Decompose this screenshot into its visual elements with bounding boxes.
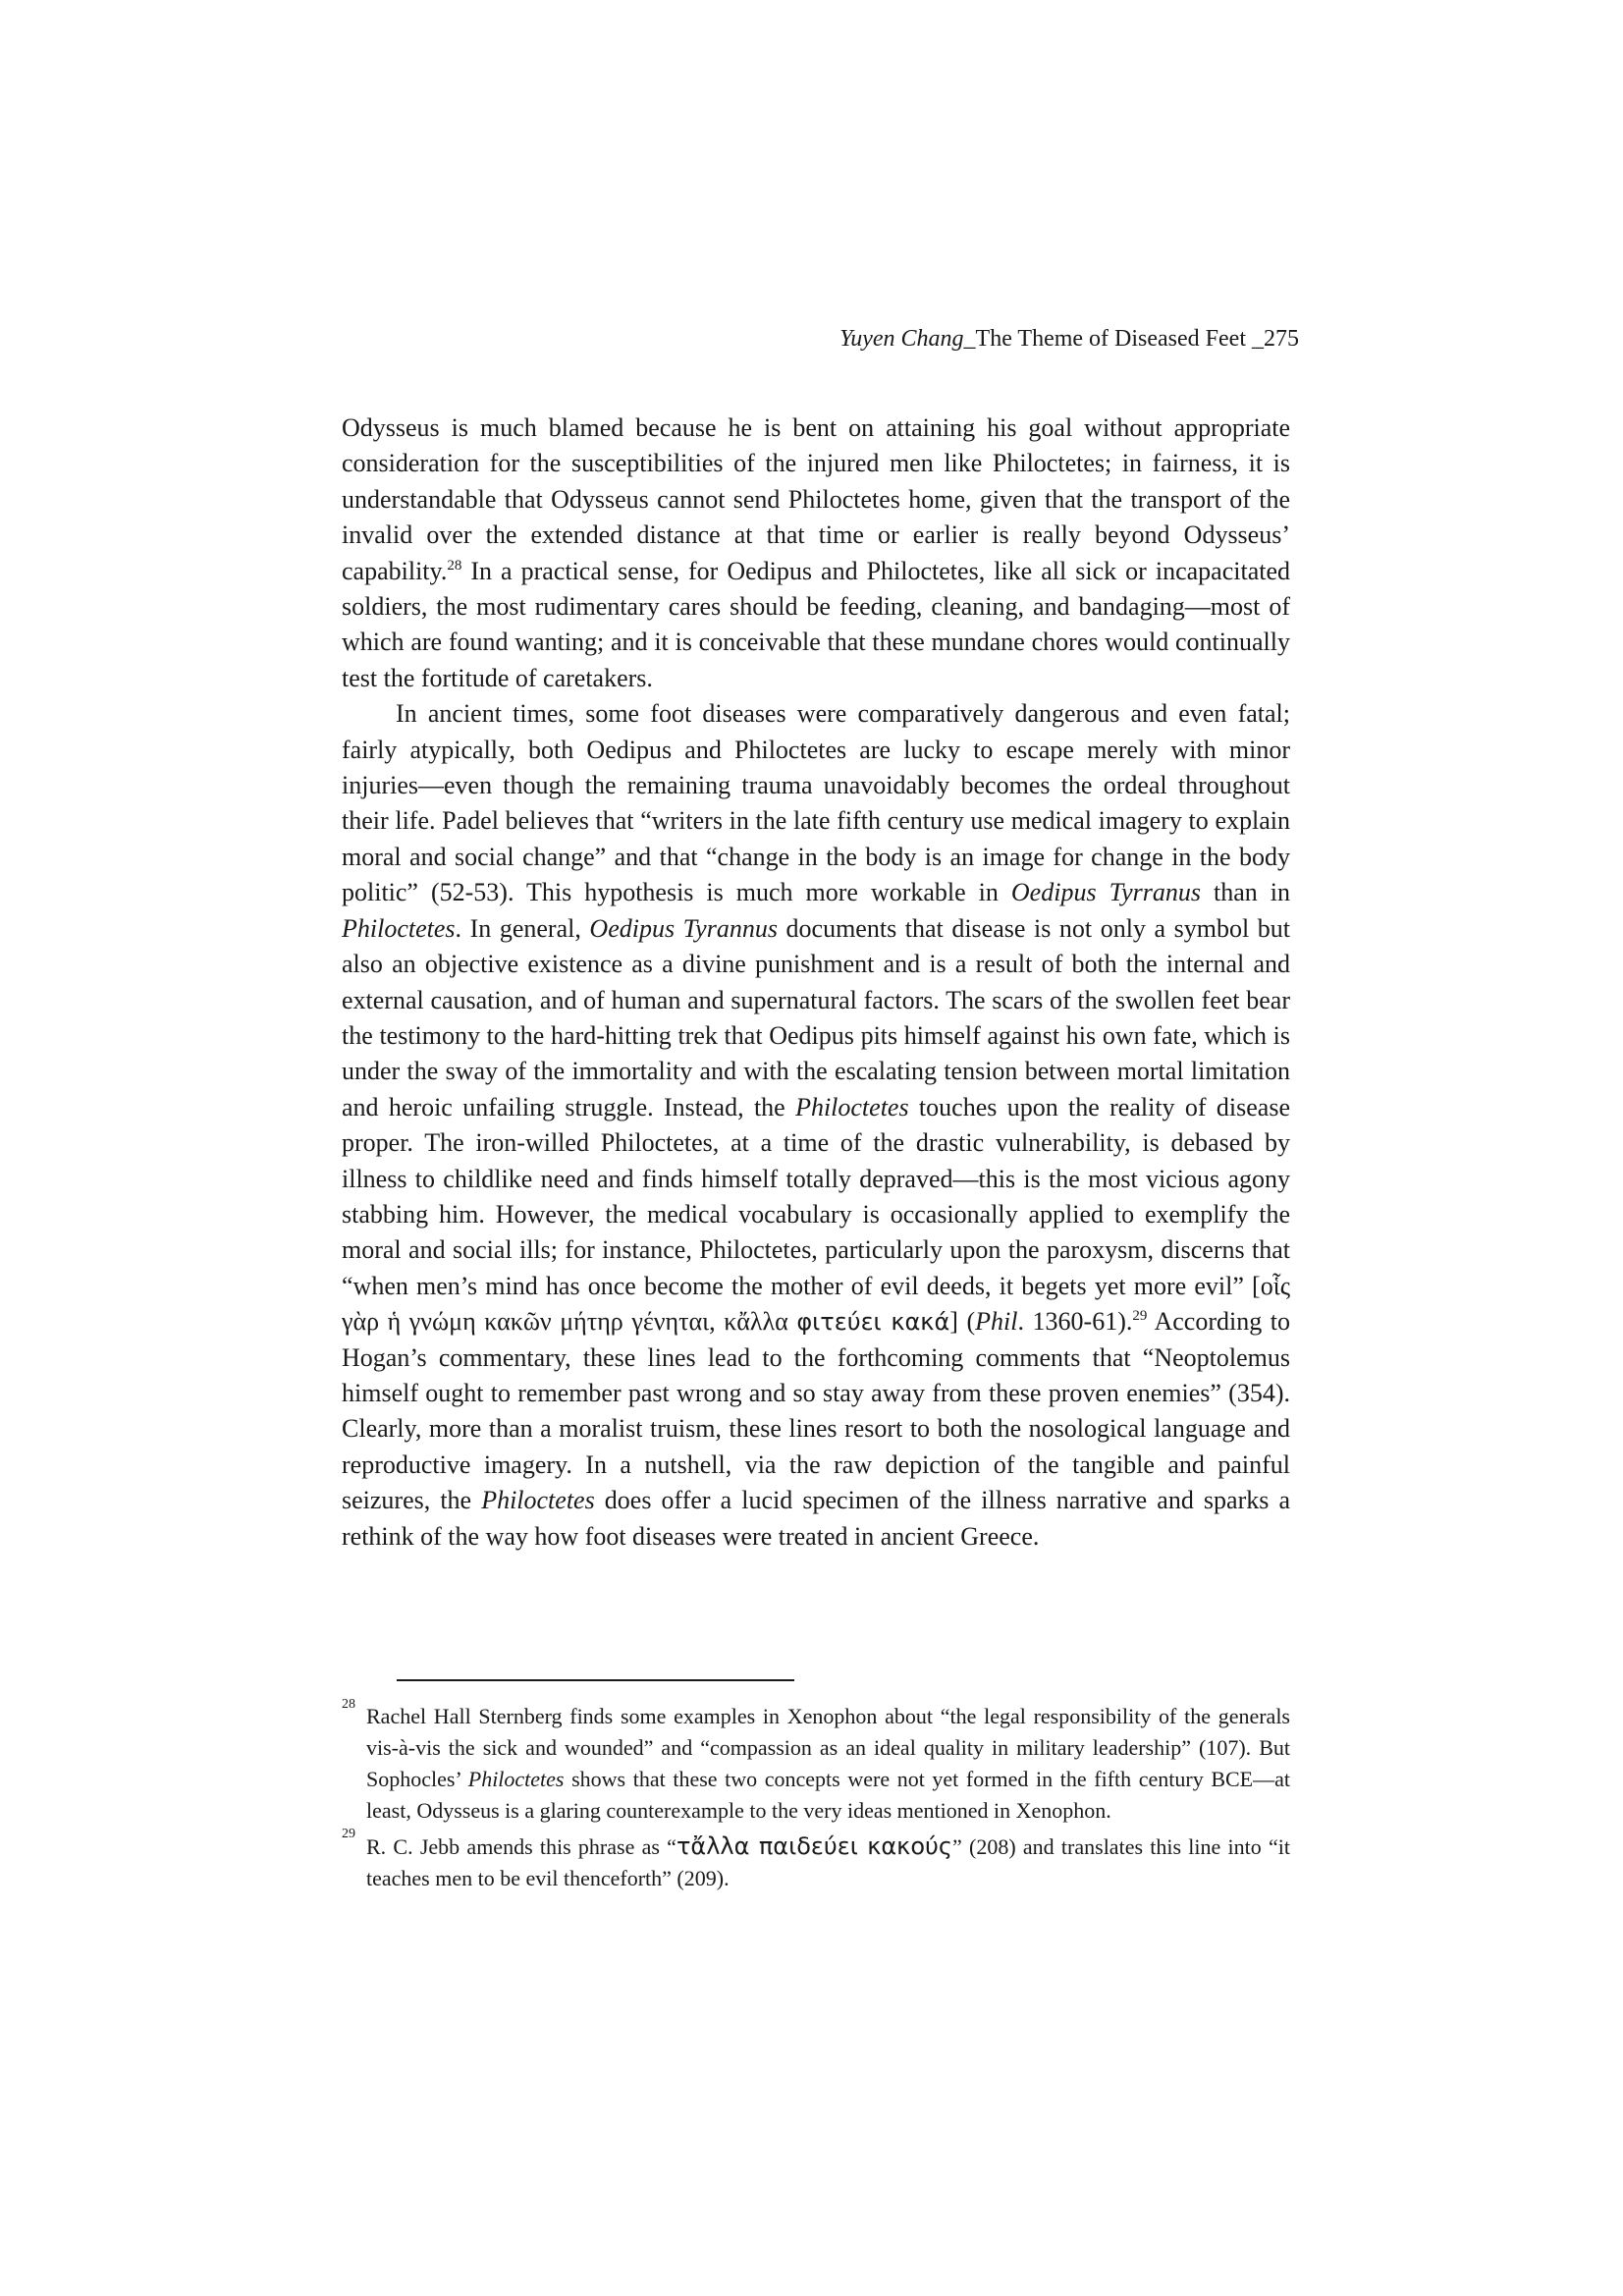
footnote-29 [342, 1827, 1291, 1894]
title-philoctetes: Philoctetes [342, 913, 456, 943]
paragraph-2-text-b: than in [1201, 878, 1290, 907]
footnote-text [366, 1701, 1290, 1827]
title-philoctetes-3: Philoctetes [481, 1486, 595, 1515]
paragraph-2-text-d: documents that disease is not only a symbol but also an objective existence as a divine punishment and is a result of both the internal and external causation, and of human and supernatural factors. The scars of the swollen feet bear the testimony to the hard-hitting trek that Oedipus pits himself against his own fate, which is under the sway of the immortality and with the escalating tension between mortal limitation and heroic unfailing struggle. Instead, the [342, 913, 1290, 1121]
footnote-number: 28 [342, 1697, 355, 1712]
running-head-author: Yuyen Chang [839, 326, 964, 352]
footnotes [342, 1697, 1291, 1898]
paragraph-2-text-g: . 1360-61). [1017, 1307, 1133, 1337]
greek-quote: φιτεύει κακά [796, 1308, 950, 1337]
paragraph-1-text-b: In a practical sense, for Oedipus and Philoctetes, like all sick or incapacitated soldiers, the most rudimentary cares should be feeding, cleaning, and bandaging—most of which are found wanting; and it is conceivable that these mundane chores would continually test the fortitude of caretakers. [342, 556, 1290, 692]
paragraph-2-text-f: ] ( [949, 1307, 976, 1337]
paragraph-2-text-c: . In general, [455, 913, 590, 943]
footnote-28-title: Philoctetes [467, 1767, 565, 1791]
paragraph-2 [342, 696, 1290, 1555]
footnote-text [366, 1831, 1290, 1894]
paragraph-2-text-h: According to Hogan’s commentary, these lines lead to the forthcoming comments that “Neoptolemus himself ought to remember past wrong and so stay away from these proven enemies” (354). Clearly, more than a moralist truism, these lines resort to both the nosological language and reproductive imagery. In a nutshell, via the raw depiction of the tangible and painful seizures, the [342, 1307, 1290, 1515]
paragraph-1 [342, 410, 1290, 696]
abbrev-phil: Phil [975, 1307, 1018, 1337]
title-oedipus-tyrannus: Oedipus Tyrannus [589, 913, 778, 943]
footnote-ref-28[interactable]: 28 [447, 557, 462, 574]
footnote-28-text-a: Rachel Hall Sternberg finds some examples in Xenophon about “the legal responsibility of the generals vis-à-vis the sick and wounded” and “compassion as an ideal quality in military leadership” (107). But Sophocles’ [366, 1704, 1290, 1791]
paragraph-2-text-i: does offer a lucid specimen of the illness narrative and sparks a rethink of the way how foot diseases were treated in ancient Greece. [342, 1486, 1290, 1551]
footnote-29-text-a: R. C. Jebb amends this phrase as “ [366, 1834, 676, 1859]
title-philoctetes-2: Philoctetes [795, 1092, 909, 1121]
footnote-28 [342, 1697, 1290, 1827]
footnote-28-text-b: shows that these two concepts were not yet formed in the fifth century BCE—at least, Odysseus is a glaring counterexample to the very ideas mentioned in Xenophon. [366, 1767, 1290, 1823]
footnote-ref-29[interactable]: 29 [1132, 1308, 1148, 1325]
footnote-29-text-b: ” (208) and translates this line into “it teaches men to be evil thenceforth” (209). [366, 1834, 1291, 1890]
running-head-title: _The Theme of Diseased Feet _275 [963, 326, 1299, 352]
footnote-divider [397, 1679, 794, 1681]
footnote-number: 29 [342, 1827, 355, 1841]
paragraph-2-text-e: touches upon the reality of disease proper. The iron-willed Philoctetes, at a time of the drastic vulnerability, is debased by illness to childlike need and finds himself totally depraved—this is the most vicious agony stabbing him. However, the medical vocabulary is occasionally applied to exemplify the moral and social ills; for instance, Philoctetes, particularly upon the paroxysm, discerns that “when men’s mind has once become the mother of evil deeds, it begets yet more evil” [οἷς γὰρ ἡ γνώμη κακῶν μήτηρ γένηται, κἄλλα [342, 1092, 1290, 1337]
body-text [342, 410, 1290, 1555]
footnote-29-greek: τἄλλα παιδεύει κακούς [676, 1832, 952, 1860]
paragraph-2-text-a: In ancient times, some foot diseases were comparatively dangerous and even fatal; fairly atypically, both Oedipus and Philoctetes are lucky to escape merely with minor injuries—even though the remaining trauma unavoidably becomes the ordeal throughout their life. Padel believes that “writers in the late fifth century use medical imagery to explain moral and social change” and that “change in the body is an image for change in the body politic” (52-53). This hypothesis is much more workable in [342, 699, 1290, 907]
title-oedipus-tyrranus: Oedipus Tyrranus [1010, 878, 1201, 907]
paragraph-1-text-a: Odysseus is much blamed because he is bent on attaining his goal without appropriate consideration for the susceptibilities of the injured men like Philoctetes; in fairness, it is understandable that Odysseus cannot send Philoctetes home, given that the transport of the invalid over the extended distance at that time or earlier is really beyond Odysseus’ capability. [342, 413, 1290, 585]
running-head [839, 324, 1299, 354]
